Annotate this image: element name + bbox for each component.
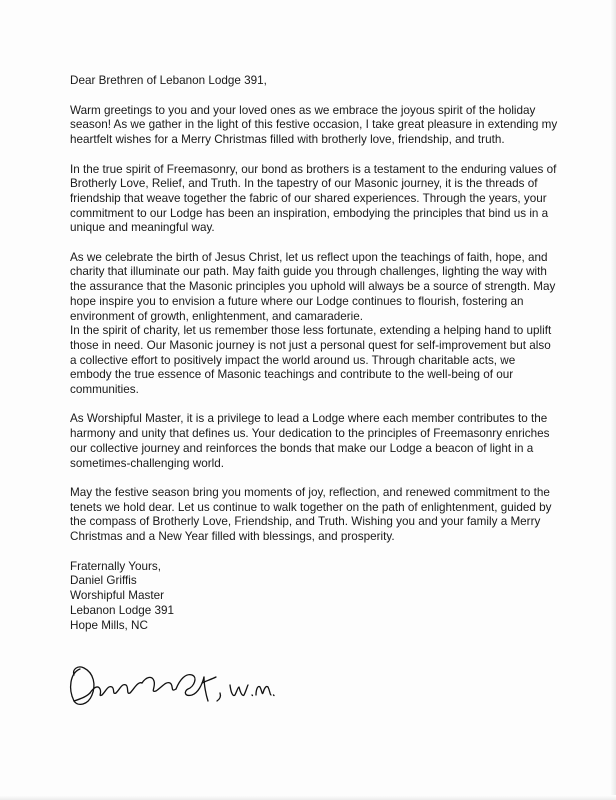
closing-block	[70, 560, 558, 634]
paragraph-spirit-of-freemasonry: In the true spirit of Freemasonry, our bond as brothers is a testament to the enduring values of Brotherly Love, Relief, and Truth. In the tapestry of our Masonic journey, it is the threads of friendship that weave together the fabric of our shared experiences. Through the years, your commitment to our Lodge has been an inspiration, embodying the principles that bind us in a unique and meaningful way.	[70, 162, 557, 235]
handwritten-signature	[66, 663, 276, 709]
paragraph-faith-hope: As we celebrate the birth of Jesus Christ, let us reflect upon the teachings of faith, hope, and charity that illuminate our path. May faith guide you through challenges, lighting the way with the assurance that the Masonic principles you uphold will always be a source of strength. May hope inspire you to envision a future where our Lodge continues to flourish, fostering an environment of growth, enlightenment, and camaraderie.	[70, 250, 556, 323]
lodge-name: Lebanon Lodge 391	[70, 603, 174, 617]
paragraph-worshipful-master: As Worshipful Master, it is a privilege to lead a Lodge where each member contributes to the harmony and unity that defines us. Your dedication to the principles of Freemasonry enriches our collective journey and reinforces the bonds that make our Lodge a beacon of light in a sometimes-challenging world.	[70, 412, 550, 470]
page-edge-shadow	[610, 0, 616, 800]
valediction: Fraternally Yours,	[70, 559, 161, 573]
paragraph-charity: In the spirit of charity, let us remember those less fortunate, extending a helping hand to uplift those in need. Our Masonic journey is not just a personal quest for self-improvement but also a collective effort to positively impact the world around us. Through charitable acts, we embody the true essence of Masonic teachings and contribute to the well-being of our communities.	[70, 324, 552, 397]
signer-title: Worshipful Master	[70, 589, 164, 603]
letter-body	[70, 74, 558, 633]
lodge-location: Hope Mills, NC	[70, 618, 148, 632]
paragraph-festive-season: May the festive season bring you moments of joy, reflection, and renewed commitment to the tenets we hold dear. Let us continue to walk together on the path of enlightenment, guided by the compass of Brotherly Love, Friendship, and Truth. Wishing you and your family a Merry Christmas and a New Year filled with blessings, and prosperity.	[70, 485, 552, 544]
signer-name: Daniel Griffis	[70, 574, 137, 588]
salutation: Dear Brethren of Lebanon Lodge 391,	[70, 74, 267, 87]
page-bottom-shadow	[0, 795, 616, 800]
paragraph-greeting: Warm greetings to you and your loved ones as we embrace the joyous spirit of the holiday season! As we gather in the light of this festive occasion, I take great pleasure in extending my heartfelt wishes for a Merry Christmas filled with brotherly love, friendship, and truth.	[70, 103, 558, 147]
